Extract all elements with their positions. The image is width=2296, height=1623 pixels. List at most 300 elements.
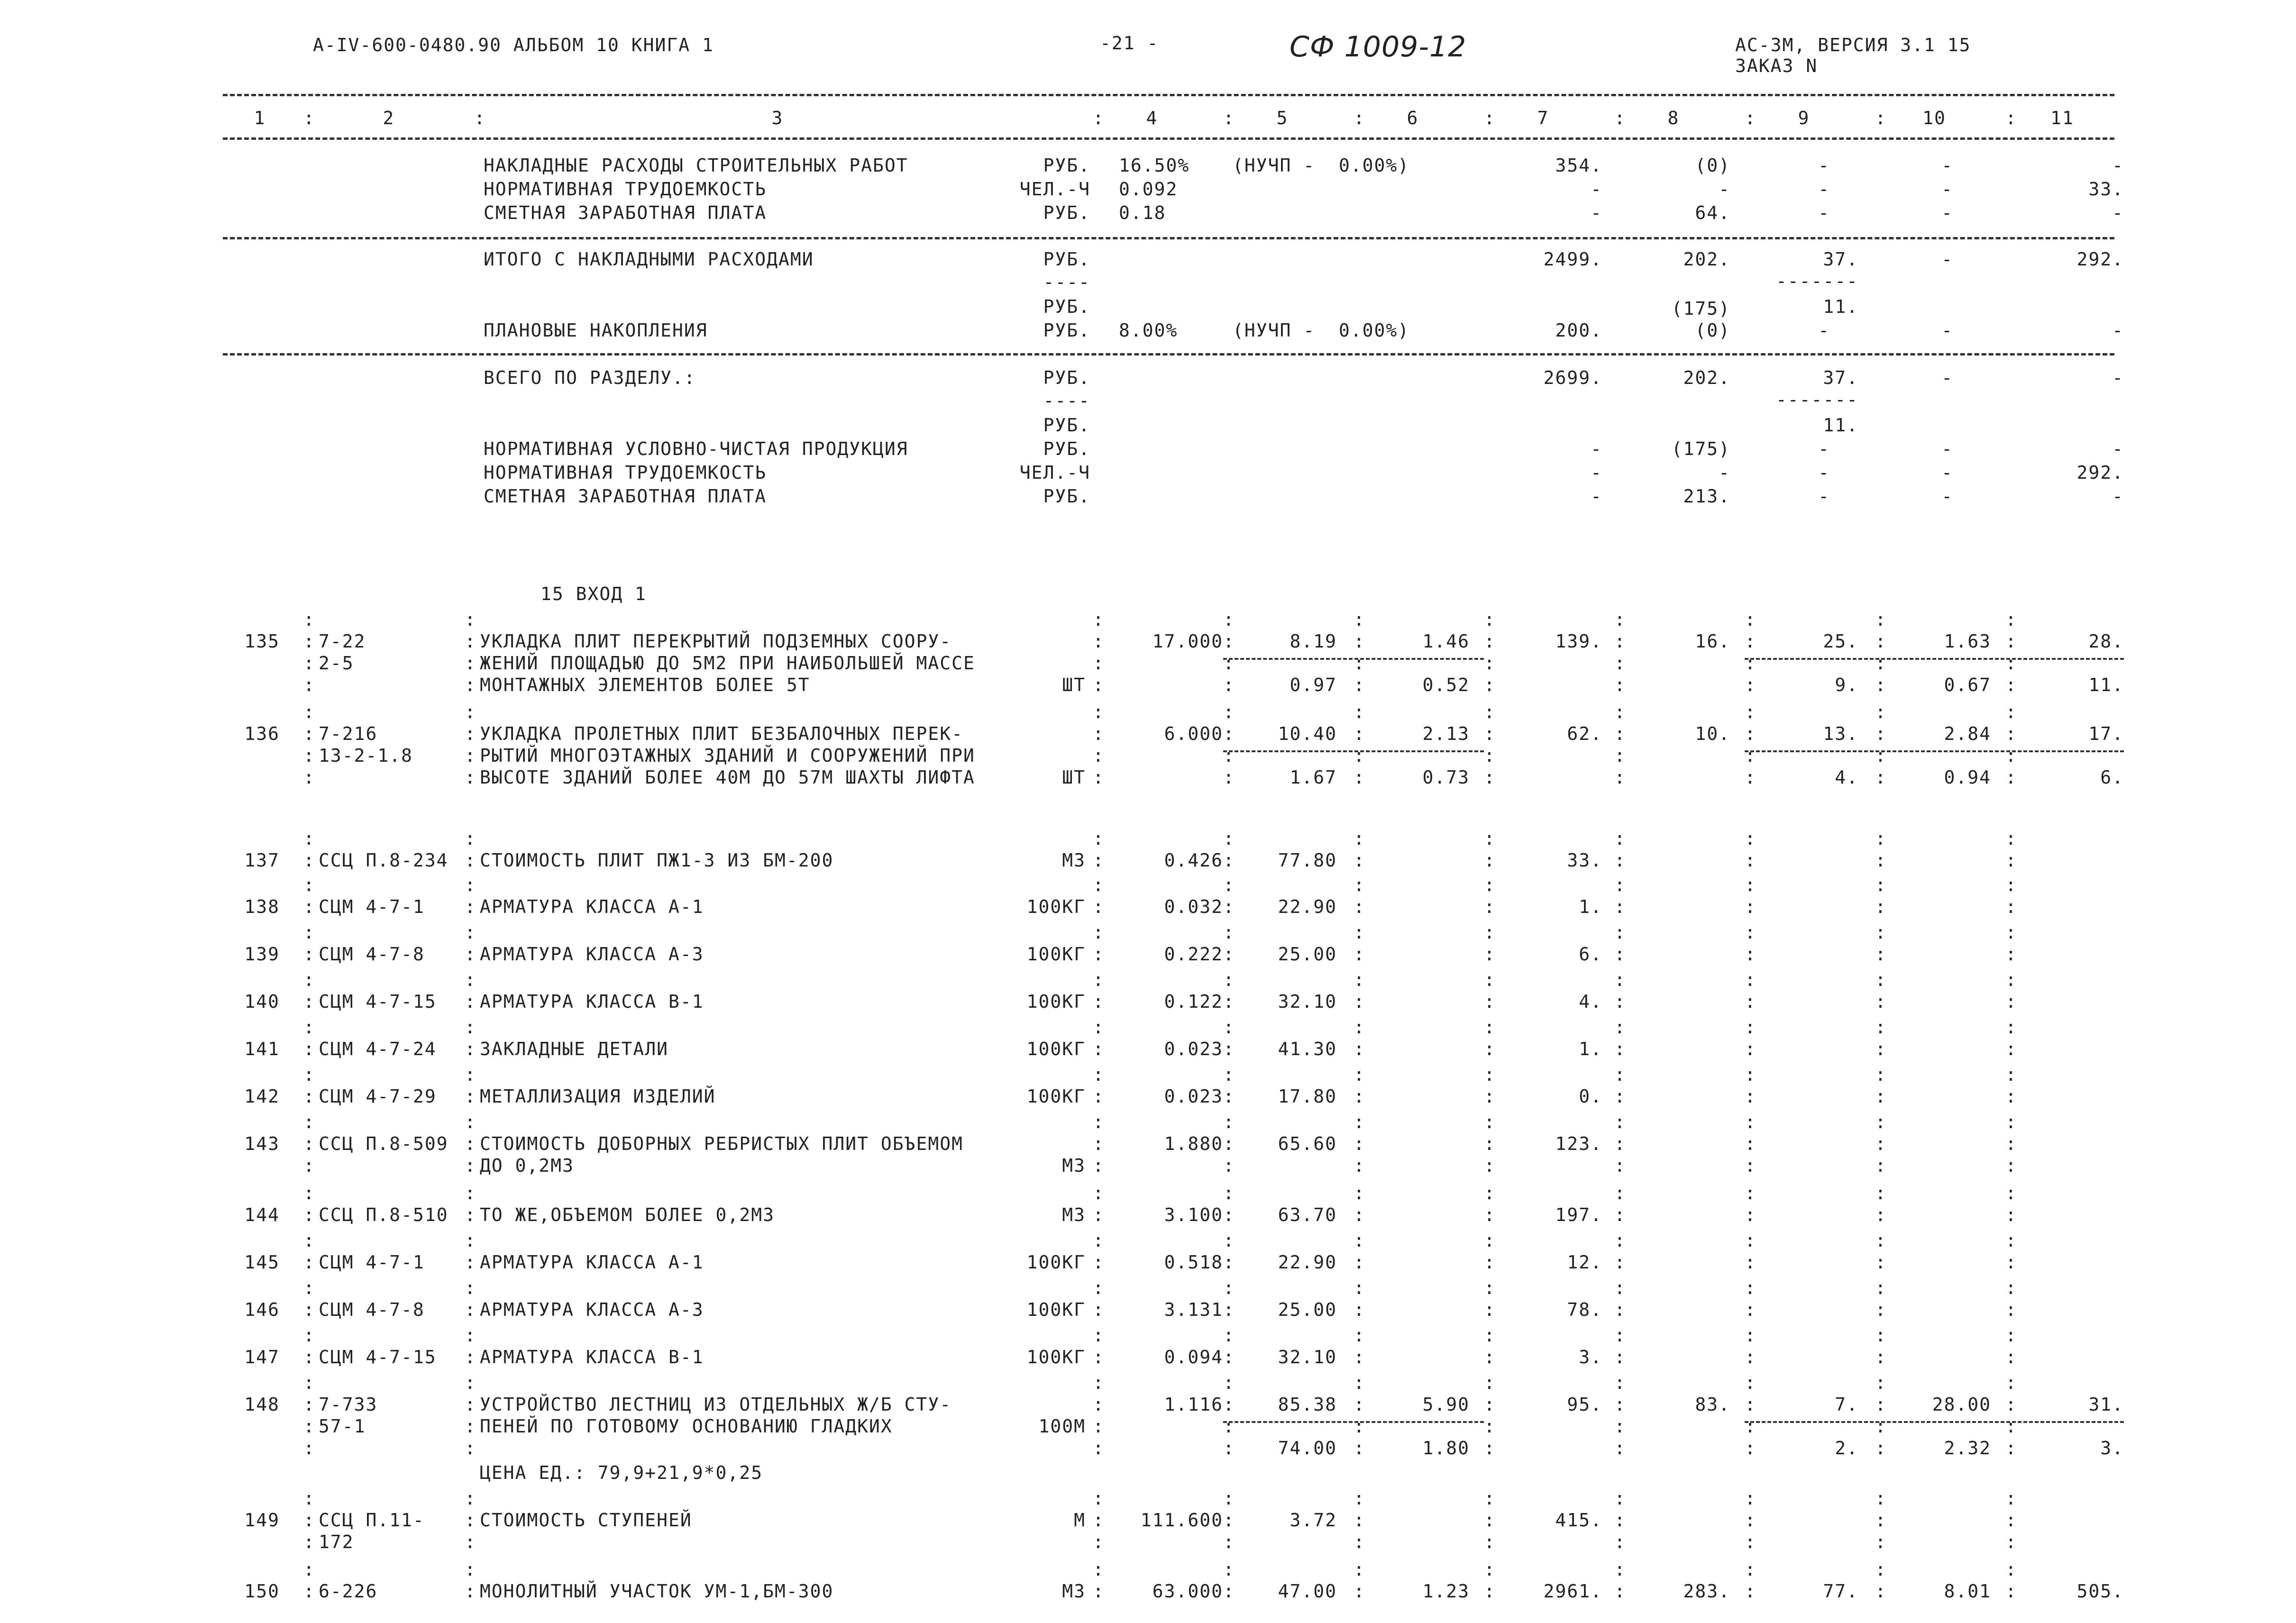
column-separator: :	[1745, 1299, 1756, 1320]
row-number: 137	[244, 850, 280, 871]
column-separator: :	[2005, 850, 2016, 871]
row-code: СЦМ 4-7-1	[319, 896, 425, 917]
row-code: СЦМ 4-7-24	[319, 1039, 437, 1059]
column-separator: :	[465, 1394, 476, 1415]
column-separator: :	[1875, 850, 1886, 871]
row-unit-salary: 1.23	[1422, 1581, 1470, 1602]
itogo-label: ИТОГО С НАКЛАДНЫМИ РАСХОДАМИ	[484, 249, 814, 270]
column-separator: :	[1223, 1581, 1234, 1602]
itogo-col8: 202.	[1683, 249, 1730, 270]
row-code: 172	[319, 1532, 354, 1552]
row-number: 140	[244, 991, 280, 1012]
summary-item-name: НАКЛАДНЫЕ РАСХОДЫ СТРОИТЕЛЬНЫХ РАБОТ	[484, 155, 908, 176]
column-separator: :	[2005, 1039, 2016, 1059]
row-unit-price: 10.40	[1278, 723, 1337, 744]
column-separator: :	[1875, 1559, 1886, 1580]
row-total-cost: 6.	[1579, 944, 1602, 965]
row-code: 7-733	[319, 1394, 378, 1415]
column-separator: :	[1745, 1204, 1756, 1225]
column-separator: :	[2005, 875, 2016, 895]
column-separator: :	[303, 875, 314, 895]
column-separator: :	[1614, 702, 1625, 722]
column-separator: :	[1875, 1532, 1886, 1552]
column-separator: :	[1875, 969, 1886, 990]
column-separator: :	[1223, 723, 1234, 744]
row-total-cost: 1.	[1579, 1039, 1602, 1059]
column-separator: :	[1223, 991, 1234, 1012]
column-separator: :	[1875, 1277, 1886, 1298]
row-unit: 100КГ	[1026, 1039, 1086, 1059]
column-separator: :	[1093, 1039, 1104, 1059]
row-labor-unit: 1.63	[1944, 631, 1991, 652]
column-separator: :	[303, 1204, 314, 1225]
column-separator: :	[1354, 1581, 1364, 1602]
column-separator: :	[1875, 745, 1886, 766]
plan-col10: -	[1941, 320, 1953, 341]
row-quantity: 0.518	[1164, 1252, 1223, 1273]
row-code: ССЦ П.11-	[319, 1510, 425, 1531]
column-separator: :	[1484, 1299, 1495, 1320]
column-separator: :	[1223, 609, 1234, 630]
column-separator: :	[1614, 1252, 1625, 1273]
column-number: 9	[1798, 108, 1810, 128]
column-separator: :	[1093, 1133, 1104, 1154]
itogo-col10: -	[1941, 249, 1953, 270]
row-unit: 100КГ	[1026, 1252, 1086, 1273]
plan-col11: -	[2112, 320, 2124, 341]
column-separator: :	[1875, 1064, 1886, 1085]
column-separator: :	[1614, 1155, 1625, 1176]
column-separator: :	[1223, 1438, 1234, 1459]
column-separator: :	[465, 1252, 476, 1273]
row-description: УКЛАДКА ПРОЛЕТНЫХ ПЛИТ БЕЗБАЛОЧНЫХ ПЕРЕК-	[480, 723, 963, 744]
column-separator: :	[1484, 1017, 1495, 1038]
column-separator: :	[303, 896, 314, 917]
row-number: 146	[244, 1299, 280, 1320]
column-separator: :	[303, 1230, 314, 1251]
summary2-item-unit: ЧЕЛ.-Ч	[1019, 462, 1090, 483]
row-code: 7-22	[319, 631, 366, 652]
column-separator: :	[1875, 1230, 1886, 1251]
column-separator: :	[1354, 875, 1364, 895]
album-title: А-IV-600-0480.90 АЛЬБОМ 10 КНИГА 1	[313, 35, 714, 55]
column-separator: :	[2005, 1416, 2016, 1437]
column-separator: :	[465, 850, 476, 871]
itogo-unit-dash: ----	[1043, 272, 1090, 292]
column-separator: :	[465, 922, 476, 943]
column-separator: :	[1484, 1394, 1495, 1415]
column-separator: :	[1354, 702, 1364, 722]
column-separator: :	[465, 969, 476, 990]
column-separator: :	[1223, 1017, 1234, 1038]
summary-col10: -	[1941, 179, 1953, 200]
summary2-col8: 213.	[1683, 486, 1730, 507]
column-separator: :	[1614, 991, 1625, 1012]
summary-col10: -	[1941, 202, 1953, 223]
vsego-col7: 2699.	[1543, 367, 1602, 388]
column-separator: :	[1745, 702, 1756, 722]
column-separator: :	[1223, 1532, 1234, 1552]
column-separator: :	[1614, 922, 1625, 943]
column-separator: :	[1093, 1064, 1104, 1085]
column-separator: :	[303, 944, 314, 965]
row-code: 2-5	[319, 653, 354, 674]
row-code: 7-216	[319, 723, 378, 744]
column-separator: :	[303, 1559, 314, 1580]
summary2-item-name: СМЕТНАЯ ЗАРАБОТНАЯ ПЛАТА	[484, 486, 767, 507]
column-separator: :	[465, 1112, 476, 1132]
column-separator: :	[1614, 1532, 1625, 1552]
column-separator: :	[1614, 1394, 1625, 1415]
column-separator: :	[1745, 1230, 1756, 1251]
plan-col8a: (175)	[1671, 298, 1730, 319]
column-separator: :	[1745, 723, 1756, 744]
column-separator: :	[1354, 767, 1364, 788]
column-separator: :	[1354, 108, 1364, 128]
column-number: 4	[1146, 108, 1158, 128]
column-separator: :	[1093, 1394, 1104, 1415]
row-machines: 25.	[1823, 631, 1858, 652]
column-separator: :	[1745, 1064, 1756, 1085]
column-separator: :	[465, 767, 476, 788]
itogo-col9-dash: -------	[1775, 271, 1858, 292]
column-separator: :	[1223, 1086, 1234, 1107]
column-separator: :	[1093, 1230, 1104, 1251]
row-subrule	[1223, 658, 1484, 660]
column-separator: :	[1745, 1438, 1756, 1459]
column-separator: :	[1093, 1277, 1104, 1298]
vsego-col8: 202.	[1683, 367, 1730, 388]
summary-col8: 64.	[1695, 202, 1730, 223]
column-separator: :	[2005, 1299, 2016, 1320]
plan-unit: РУБ.	[1043, 320, 1090, 341]
column-separator: :	[1614, 850, 1625, 871]
column-separator: :	[1614, 1559, 1625, 1580]
row-total-cost: 415.	[1555, 1510, 1602, 1531]
column-separator: :	[1875, 1581, 1886, 1602]
column-separator: :	[1354, 896, 1364, 917]
column-separator: :	[2005, 1133, 2016, 1154]
column-separator: :	[1614, 1039, 1625, 1059]
column-separator: :	[465, 1204, 476, 1225]
column-separator: :	[1745, 1277, 1756, 1298]
row-quantity: 111.600	[1140, 1510, 1223, 1531]
column-separator: :	[1745, 850, 1756, 871]
column-separator: :	[1223, 1230, 1234, 1251]
column-separator: :	[1223, 1112, 1234, 1132]
column-separator: :	[2005, 609, 2016, 630]
column-separator: :	[1614, 1488, 1625, 1509]
row-number: 148	[244, 1394, 280, 1415]
column-separator: :	[465, 1277, 476, 1298]
column-separator: :	[1354, 969, 1364, 990]
row-total-cost: 62.	[1567, 723, 1602, 744]
vsego-unit-dash: ----	[1043, 390, 1090, 411]
vsego-col11: -	[2112, 367, 2124, 388]
column-separator: :	[1484, 1155, 1495, 1176]
summary2-col7: -	[1591, 486, 1602, 507]
summary2-item-unit: РУБ.	[1043, 438, 1090, 459]
column-separator: :	[465, 828, 476, 849]
column-separator: :	[1875, 702, 1886, 722]
column-separator: :	[1354, 1559, 1364, 1580]
column-separator: :	[465, 1064, 476, 1085]
column-separator: :	[1614, 1347, 1625, 1368]
row-description: АРМАТУРА КЛАССА А-1	[480, 896, 704, 917]
column-separator: :	[1093, 1347, 1104, 1368]
column-separator: :	[1093, 896, 1104, 917]
column-separator: :	[1093, 675, 1104, 695]
column-separator: :	[2005, 702, 2016, 722]
column-separator: :	[2005, 745, 2016, 766]
vsego-col9: 37.	[1823, 367, 1858, 388]
column-separator: :	[1354, 1155, 1364, 1176]
column-separator: :	[1354, 1532, 1364, 1552]
column-separator: :	[1354, 1112, 1364, 1132]
row-labor-unit: 2.84	[1944, 723, 1991, 744]
column-separator: :	[1875, 609, 1886, 630]
column-separator: :	[1875, 1488, 1886, 1509]
row-unit-salary: 1.46	[1422, 631, 1470, 652]
plan-col8b: (0)	[1695, 320, 1730, 341]
column-separator: :	[1093, 922, 1104, 943]
column-separator: :	[1354, 675, 1364, 695]
column-separator: :	[2005, 969, 2016, 990]
column-separator: :	[1875, 828, 1886, 849]
column-separator: :	[1484, 896, 1495, 917]
column-separator: :	[1223, 767, 1234, 788]
row-labor-unit-machines: 0.67	[1944, 675, 1991, 695]
itogo-col11: 292.	[2076, 249, 2124, 270]
column-separator: :	[1354, 1347, 1364, 1368]
plan-col9: -	[1818, 320, 1830, 341]
row-unit-price-machines: 74.00	[1278, 1438, 1337, 1459]
row-unit-price: 17.80	[1278, 1086, 1337, 1107]
summary2-col11: 292.	[2076, 462, 2124, 483]
column-separator: :	[1223, 653, 1234, 674]
row-unit: М3	[1062, 1581, 1086, 1602]
column-separator: :	[1484, 1133, 1495, 1154]
column-separator: :	[2005, 1204, 2016, 1225]
column-separator: :	[1875, 1252, 1886, 1273]
column-separator: :	[303, 828, 314, 849]
column-separator: :	[1223, 1488, 1234, 1509]
column-separator: :	[1745, 828, 1756, 849]
column-separator: :	[1614, 1416, 1625, 1437]
summary-item-rate: 16.50%	[1119, 155, 1190, 176]
column-separator: :	[1223, 1064, 1234, 1085]
column-separator: :	[1354, 631, 1364, 652]
column-separator: :	[303, 1510, 314, 1531]
column-separator: :	[1614, 875, 1625, 895]
column-separator: :	[1875, 1039, 1886, 1059]
column-separator: :	[1875, 1155, 1886, 1176]
column-separator: :	[303, 1039, 314, 1059]
column-separator: :	[1745, 609, 1756, 630]
summary-item-unit: ЧЕЛ.-Ч	[1019, 179, 1090, 200]
column-separator: :	[2005, 1086, 2016, 1107]
column-separator: :	[2005, 1017, 2016, 1038]
column-separator: :	[1223, 1394, 1234, 1415]
row-quantity: 1.116	[1164, 1394, 1223, 1415]
row-code: ССЦ П.8-509	[319, 1133, 448, 1154]
column-separator: :	[1875, 1347, 1886, 1368]
column-separator: :	[2005, 1325, 2016, 1346]
column-separator: :	[1093, 1559, 1104, 1580]
column-separator: :	[1223, 1039, 1234, 1059]
row-labor-total: 505.	[2076, 1581, 2124, 1602]
column-separator: :	[1614, 609, 1625, 630]
column-separator: :	[1875, 896, 1886, 917]
column-separator: :	[1093, 1510, 1104, 1531]
column-separator: :	[1614, 723, 1625, 744]
row-description: СТОИМОСТЬ СТУПЕНЕЙ	[480, 1510, 692, 1531]
row-unit-price: 8.19	[1290, 631, 1337, 652]
row-quantity: 0.023	[1164, 1039, 1223, 1059]
column-separator: :	[1875, 922, 1886, 943]
column-separator: :	[1614, 745, 1625, 766]
column-separator: :	[2005, 723, 2016, 744]
row-labor-total-machines: 11.	[2088, 675, 2124, 695]
summary-col8: -	[1719, 179, 1730, 200]
column-separator: :	[303, 653, 314, 674]
column-separator: :	[1093, 850, 1104, 871]
column-separator: :	[2005, 896, 2016, 917]
column-separator: :	[1484, 631, 1495, 652]
column-separator: :	[1614, 1064, 1625, 1085]
column-separator: :	[1745, 1394, 1756, 1415]
row-unit-price: 65.60	[1278, 1133, 1337, 1154]
row-description: АРМАТУРА КЛАССА А-3	[480, 1299, 704, 1320]
row-labor-total-machines: 6.	[2100, 767, 2124, 788]
summary-item-unit: РУБ.	[1043, 155, 1090, 176]
row-quantity: 0.023	[1164, 1086, 1223, 1107]
column-separator: :	[1745, 653, 1756, 674]
column-separator: :	[1223, 745, 1234, 766]
row-unit: 100КГ	[1026, 991, 1086, 1012]
vsego-col9-extra: 11.	[1823, 415, 1858, 436]
summary-col11: 33.	[2088, 179, 2124, 200]
row-description: АРМАТУРА КЛАССА В-1	[480, 1347, 704, 1368]
column-separator: :	[303, 850, 314, 871]
column-separator: :	[2005, 1532, 2016, 1552]
row-total-cost: 12.	[1567, 1252, 1602, 1273]
column-separator: :	[1875, 1017, 1886, 1038]
column-separator: :	[465, 675, 476, 695]
order-number: ЗАКАЗ N	[1735, 55, 1818, 76]
column-separator: :	[1745, 675, 1756, 695]
column-separator: :	[1354, 944, 1364, 965]
summary2-col9: -	[1818, 438, 1830, 459]
row-unit: 100КГ	[1026, 944, 1086, 965]
column-separator: :	[303, 1372, 314, 1393]
column-separator: :	[2005, 631, 2016, 652]
column-separator: :	[1875, 1416, 1886, 1437]
column-separator: :	[1093, 1299, 1104, 1320]
row-unit: 100КГ	[1026, 1347, 1086, 1368]
row-unit-salary-machines: 0.52	[1422, 675, 1470, 695]
vsego-label: ВСЕГО ПО РАЗДЕЛУ.:	[484, 367, 696, 388]
column-separator: :	[1484, 944, 1495, 965]
row-unit: 100КГ	[1026, 1299, 1086, 1320]
row-unit-price: 32.10	[1278, 1347, 1337, 1368]
row-description: АРМАТУРА КЛАССА А-1	[480, 1252, 704, 1273]
column-separator: :	[1484, 1230, 1495, 1251]
row-code: СЦМ 4-7-15	[319, 991, 437, 1012]
column-separator: :	[1745, 991, 1756, 1012]
column-separator: :	[303, 1183, 314, 1204]
column-separator: :	[303, 631, 314, 652]
column-separator: :	[1745, 745, 1756, 766]
itogo-unit-2: РУБ.	[1043, 296, 1090, 317]
summary-col7: -	[1591, 179, 1602, 200]
row-machines: 77.	[1823, 1581, 1858, 1602]
column-separator: :	[1354, 1017, 1364, 1038]
column-separator: :	[303, 1325, 314, 1346]
column-separator: :	[465, 875, 476, 895]
summary-item-rate: 0.18	[1119, 202, 1166, 223]
column-separator: :	[1875, 1325, 1886, 1346]
row-unit-price: 41.30	[1278, 1039, 1337, 1059]
column-separator: :	[1484, 1064, 1495, 1085]
row-description: УКЛАДКА ПЛИТ ПЕРЕКРЫТИЙ ПОДЗЕМНЫХ СООРУ-	[480, 631, 952, 652]
column-number: 3	[771, 108, 784, 128]
row-total-salary: 10.	[1695, 723, 1730, 744]
column-separator: :	[1093, 1183, 1104, 1204]
column-separator: :	[1745, 1347, 1756, 1368]
header-top-rule	[223, 94, 2114, 96]
column-separator: :	[1223, 1347, 1234, 1368]
column-separator: :	[2005, 991, 2016, 1012]
column-separator: :	[1614, 1510, 1625, 1531]
column-separator: :	[465, 653, 476, 674]
column-separator: :	[1745, 1581, 1756, 1602]
column-separator: :	[303, 1394, 314, 1415]
summary2-col11: -	[2112, 486, 2124, 507]
handwritten-code: СФ 1009-12	[1290, 30, 1467, 64]
vsego-unit: РУБ.	[1043, 367, 1090, 388]
column-number: 7	[1537, 108, 1549, 128]
summary2-item-unit: РУБ.	[1043, 486, 1090, 507]
row-description: ЗАКЛАДНЫЕ ДЕТАЛИ	[480, 1039, 669, 1059]
column-separator: :	[1875, 1183, 1886, 1204]
column-separator: :	[1614, 969, 1625, 990]
program-version: АС-3М, ВЕРСИЯ 3.1 15	[1735, 35, 1971, 55]
column-separator: :	[1223, 1133, 1234, 1154]
column-separator: :	[1745, 1416, 1756, 1437]
row-unit-price: 47.00	[1278, 1581, 1337, 1602]
row-quantity: 3.100	[1164, 1204, 1223, 1225]
column-separator: :	[1223, 1510, 1234, 1531]
row-code: СЦМ 4-7-15	[319, 1347, 437, 1368]
column-separator: :	[1093, 702, 1104, 722]
column-separator: :	[1484, 1204, 1495, 1225]
row-code: 13-2-1.8	[319, 745, 413, 766]
plan-rate: 8.00%	[1119, 320, 1178, 341]
row-unit-price: 77.80	[1278, 850, 1337, 871]
vsego-unit-2: РУБ.	[1043, 415, 1090, 436]
summary-col9: -	[1818, 179, 1830, 200]
column-separator: :	[1093, 969, 1104, 990]
row-unit-price: 85.38	[1278, 1394, 1337, 1415]
row-price-formula: ЦЕНА ЕД.: 79,9+21,9*0,25	[480, 1462, 763, 1483]
column-separator: :	[1875, 1372, 1886, 1393]
itogo-col7: 2499.	[1543, 249, 1602, 270]
column-separator: :	[465, 1488, 476, 1509]
column-separator: :	[1223, 1155, 1234, 1176]
column-separator: :	[1745, 1372, 1756, 1393]
column-separator: :	[1745, 896, 1756, 917]
